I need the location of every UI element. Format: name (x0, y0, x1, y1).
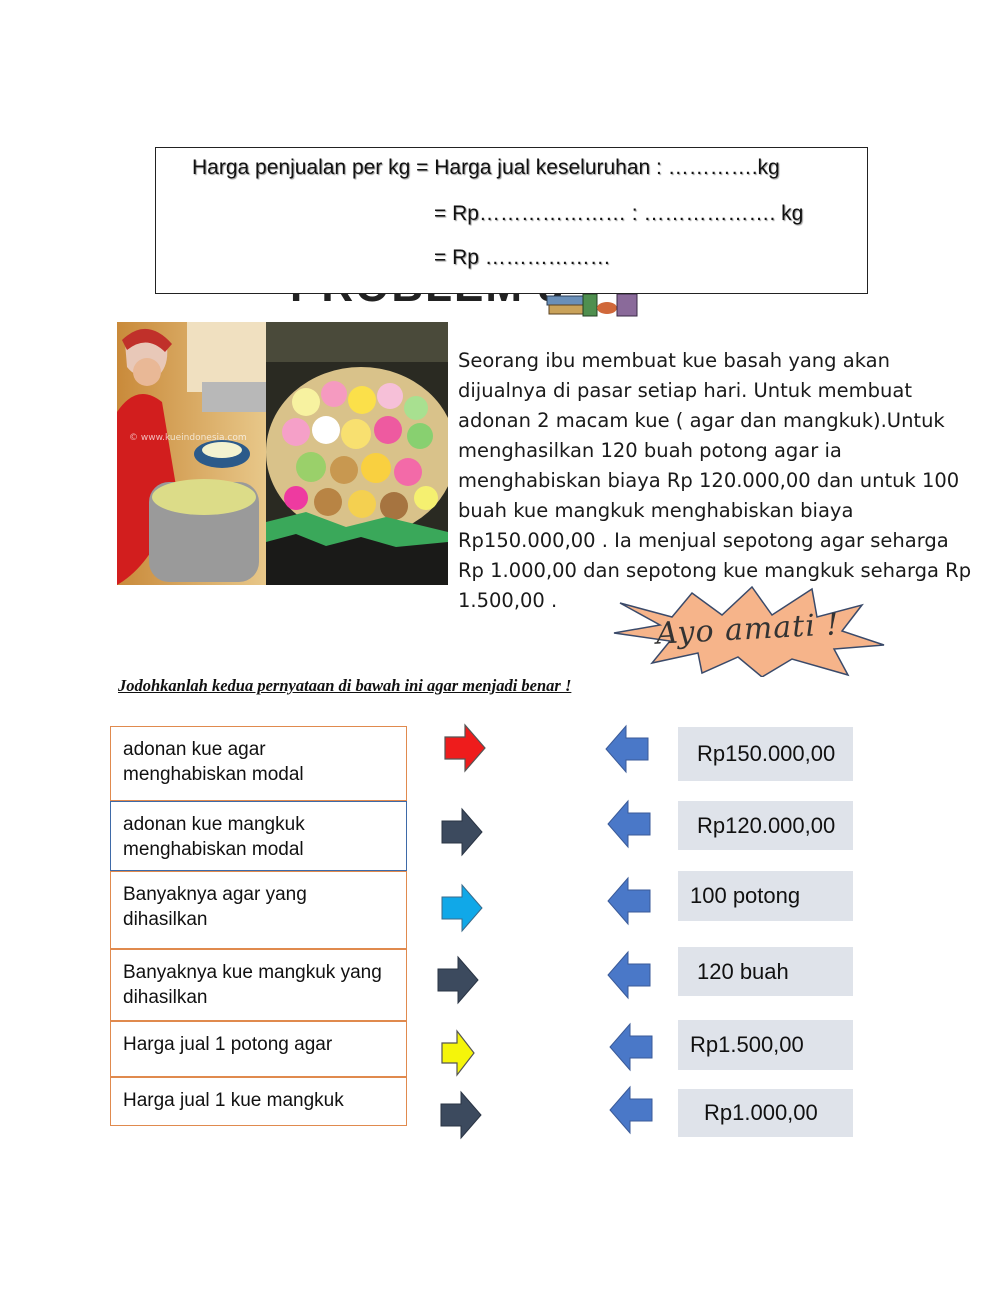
formula-line-2: = Rp………………… : ………………. kg (434, 202, 804, 225)
arrow-left-icon[interactable] (608, 1022, 654, 1072)
statement-box[interactable] (110, 726, 407, 801)
arrow-left-icon[interactable] (606, 950, 652, 1000)
answer-box[interactable] (678, 947, 853, 996)
answer-box[interactable] (678, 1020, 853, 1070)
story-text: Seorang ibu membuat kue basah yang akan dijualnya di pasar setiap hari. Untuk membuat adonan 2 macam kue ( agar dan mangkuk).Untuk menghasilkan 120 buah potong agar ia menghabiskan biaya Rp 120.000,00 dan untuk 100 buah kue mangkuk menghabiskan biaya Rp150.000,00 . Ia menjual sepotong agar seharga Rp 1.000,00 dan sepotong kue mangkuk seharga Rp 1.500,00 . (458, 349, 972, 612)
answer-box[interactable] (678, 871, 853, 921)
arrow-left-icon[interactable] (606, 799, 652, 849)
statement-text: adonan kue agar menghabiskan modal (123, 739, 304, 785)
statement-text: Banyaknya kue mangkuk yang dihasilkan (123, 962, 382, 1008)
arrow-left-icon[interactable] (604, 724, 650, 774)
formula-line-1: Harga penjualan per kg = Harga jual keseluruhan : ………….kg (192, 156, 780, 179)
statement-box[interactable] (110, 1077, 407, 1126)
books-icon (545, 290, 640, 320)
answer-box[interactable] (678, 801, 853, 850)
answer-text: Rp1.500,00 (690, 1032, 804, 1057)
arrow-left-icon[interactable] (608, 1085, 654, 1135)
answer-text: Rp120.000,00 (697, 812, 836, 838)
answer-text: Rp1.000,00 (704, 1100, 818, 1125)
formula-box (155, 147, 868, 294)
answer-box[interactable] (678, 1089, 853, 1137)
answer-box[interactable] (678, 727, 853, 781)
photo-watermark: © www.kueindonesia.com (129, 433, 247, 443)
arrow-right-icon[interactable] (440, 883, 484, 933)
answer-text: Rp150.000,00 (697, 741, 836, 766)
statement-box[interactable] (110, 949, 407, 1021)
instruction-text: Jodohkanlah kedua pernyataan di bawah ini agar menjadi benar ! (118, 676, 572, 695)
arrow-right-icon[interactable] (443, 723, 487, 773)
statement-text: Banyaknya agar yang dihasilkan (123, 884, 307, 930)
statement-box[interactable] (110, 801, 407, 871)
arrow-right-icon[interactable] (439, 1090, 483, 1140)
statement-box[interactable] (110, 871, 407, 949)
arrow-right-icon[interactable] (440, 807, 484, 857)
arrow-right-icon[interactable] (440, 1028, 476, 1078)
arrow-left-icon[interactable] (606, 876, 652, 926)
arrow-right-icon[interactable] (436, 955, 480, 1005)
photo-cakes (266, 322, 448, 585)
statement-text: Harga jual 1 kue mangkuk (123, 1090, 344, 1111)
photo-cook (117, 322, 267, 585)
statement-text: Harga jual 1 potong agar (123, 1034, 333, 1055)
statement-text: adonan kue mangkuk menghabiskan modal (123, 814, 305, 860)
callout-label: Ayo amati ! (655, 607, 841, 652)
statement-box[interactable] (110, 1021, 407, 1077)
answer-text: 120 buah (697, 958, 789, 984)
answer-text: 100 potong (690, 883, 801, 908)
formula-line-3: = Rp ……………… (434, 246, 611, 269)
